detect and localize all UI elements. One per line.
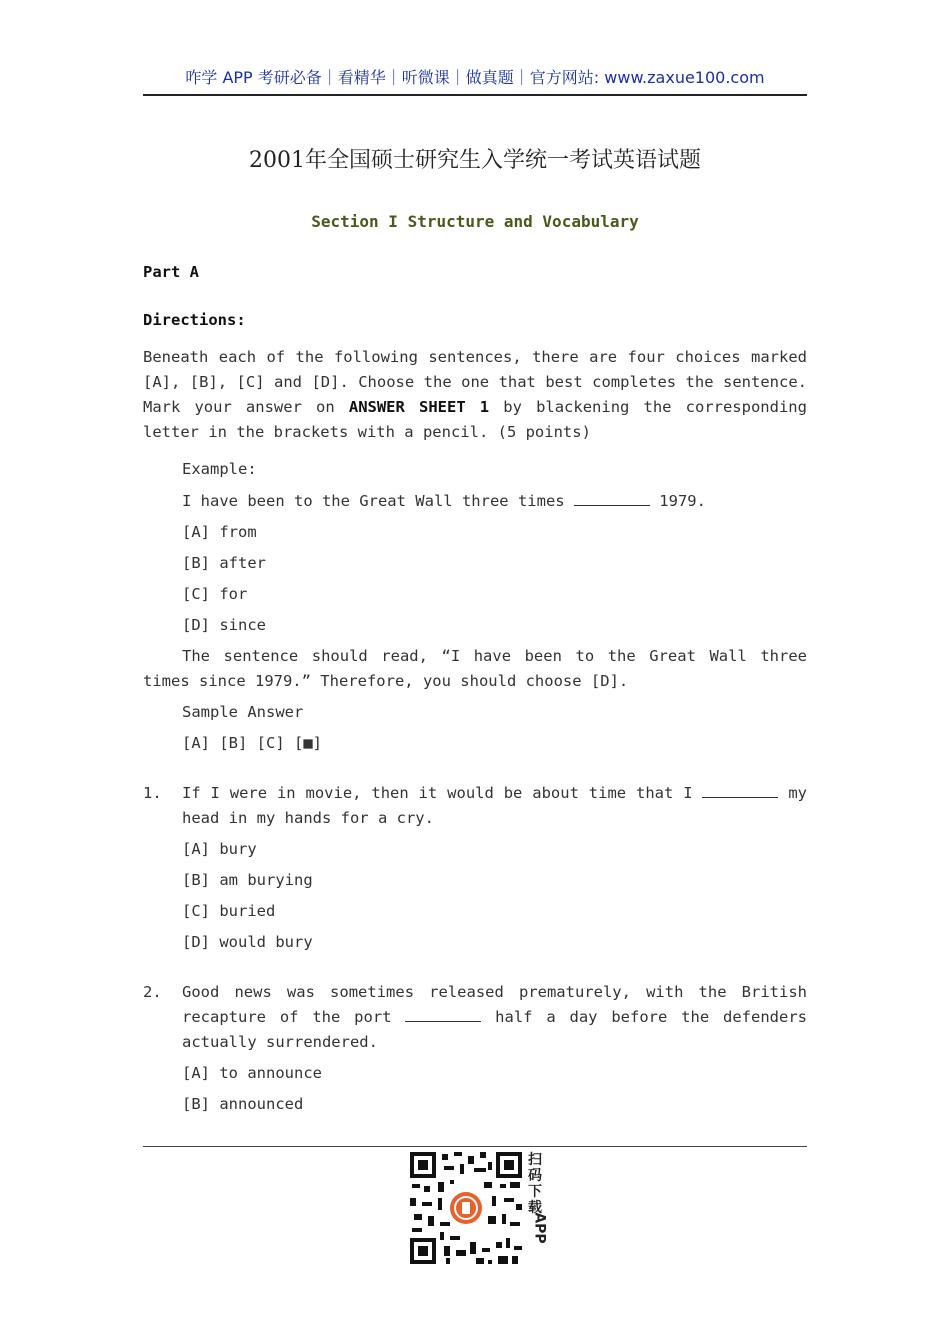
example-stem-post: 1979. xyxy=(659,492,706,510)
example-stem-pre: I have been to the Great Wall three times xyxy=(182,492,565,510)
question-1-option-b: [B] am burying xyxy=(182,871,313,889)
page-header xyxy=(143,64,807,96)
qr-label-char-3: 下 xyxy=(528,1184,542,1200)
qr-caption xyxy=(524,1152,548,1244)
question-1-line-2: head in my hands for a cry. xyxy=(182,809,434,827)
header-text: 咋学 APP 考研必备｜看精华｜听微课｜做真题｜官方网站: www.zaxue100.com xyxy=(185,68,765,87)
directions-line-4: letter in the brackets with a pencil. (5 points) xyxy=(143,423,591,441)
page-title: 2001年全国硕士研究生入学统一考试英语试题 xyxy=(249,148,701,173)
example-option-b: [B] after xyxy=(182,554,266,572)
question-2-line-3: actually surrendered. xyxy=(182,1033,378,1051)
example-stem xyxy=(182,489,706,514)
question-2-number: 2. xyxy=(143,983,162,1001)
q2-line2-pre: recapture of the port xyxy=(182,1008,392,1026)
directions-label: Directions: xyxy=(143,311,246,329)
example-option-c: [C] for xyxy=(182,585,248,603)
question-2-line-1: Good news was sometimes released prematurely, with the British xyxy=(182,983,807,1001)
example-blank xyxy=(574,491,650,506)
q2-line2-post: half a day before the defenders xyxy=(495,1008,807,1026)
question-2-option-a: [A] to announce xyxy=(182,1064,322,1082)
answer-sheet-ref: ANSWER SHEET 1 xyxy=(348,398,490,416)
example-option-a: [A] from xyxy=(182,523,257,541)
q2-blank xyxy=(405,1007,481,1022)
example-label: Example: xyxy=(182,460,257,478)
directions-line-1: Beneath each of the following sentences, there are four choices marked xyxy=(143,348,807,366)
directions-line-3-post: by blackening the corresponding xyxy=(503,398,807,416)
directions-line-2: [A], [B], [C] and [D]. Choose the one that best completes the sentence. xyxy=(143,373,807,391)
example-option-d: [D] since xyxy=(182,616,266,634)
question-1-number: 1. xyxy=(143,784,162,802)
sample-answer: [A] [B] [C] [■] xyxy=(182,734,322,752)
question-2-option-b: [B] announced xyxy=(182,1095,304,1113)
qr-label-char-1: 扫 xyxy=(528,1152,542,1168)
example-explain-line-1: The sentence should read, “I have been to the Great Wall three xyxy=(182,647,807,665)
question-1-option-c: [C] buried xyxy=(182,902,276,920)
q1-line1-post: my xyxy=(788,784,807,802)
qr-label-app: APP xyxy=(531,1212,548,1244)
sample-answer-label: Sample Answer xyxy=(182,703,304,721)
qr-code[interactable] xyxy=(410,1152,522,1264)
section-heading: Section I Structure and Vocabulary xyxy=(311,212,639,231)
footer-divider xyxy=(143,1146,807,1147)
question-1-option-a: [A] bury xyxy=(182,840,257,858)
q1-line1-pre: If I were in movie, then it would be about time that I xyxy=(182,784,693,802)
question-1-option-d: [D] would bury xyxy=(182,933,313,951)
qr-label-char-2: 码 xyxy=(528,1168,542,1184)
directions-line-3-pre: Mark your answer on xyxy=(143,398,335,416)
directions-line-3 xyxy=(143,395,807,420)
qr-label-char-4: 载 xyxy=(528,1200,542,1216)
part-heading: Part A xyxy=(143,263,199,281)
question-2-line-2 xyxy=(182,1005,807,1030)
example-explain-line-2: times since 1979.” Therefore, you should choose [D]. xyxy=(143,672,629,690)
question-1-line-1 xyxy=(182,781,807,806)
q1-blank xyxy=(702,783,778,798)
